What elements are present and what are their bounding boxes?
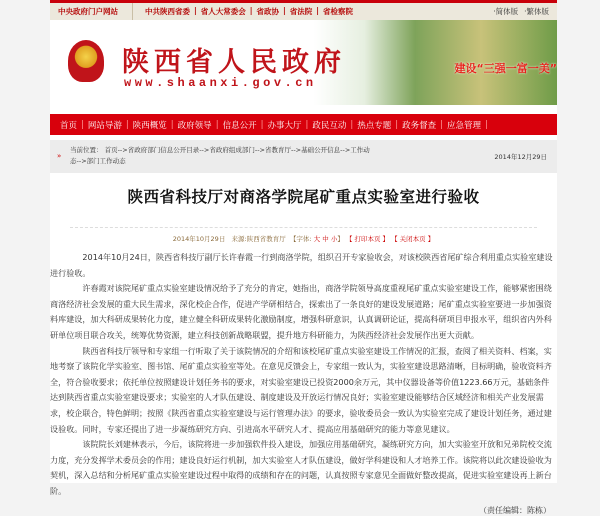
breadcrumb (50, 140, 557, 173)
font-large[interactable]: 大 (313, 235, 321, 243)
nav-info-public[interactable]: 信息公开 (222, 120, 257, 131)
nav-home[interactable]: 首页 (60, 120, 78, 131)
top-link[interactable]: 省检察院 (323, 7, 353, 16)
responsible-editor: （责任编辑：陈栋） (479, 505, 551, 515)
nav-supervision[interactable]: 政务督查 (402, 120, 437, 131)
divider (70, 227, 537, 228)
separator: | (125, 119, 129, 130)
publish-date: 2014年10月29日 (172, 235, 226, 243)
font-size-label: 【字体: (289, 235, 312, 243)
nav-topics[interactable]: 热点专题 (357, 120, 392, 131)
top-links (145, 6, 353, 17)
current-date: 2014年12月29日 (494, 153, 547, 161)
double-arrow-icon: » (57, 152, 62, 160)
slogan: 建设“三强一富一美” (454, 62, 557, 75)
separator: | (170, 119, 174, 130)
nav-interaction[interactable]: 政民互动 (312, 120, 347, 131)
close-page-button[interactable]: 【 关闭本页 】 (391, 235, 435, 243)
breadcrumb-path[interactable]: 首页-->省政府部门信息公开目录-->省政府组成部门-->省教育厅-->基础公开信息-->工作动态-->部门工作动态 (70, 146, 370, 165)
separator: | (81, 119, 84, 130)
separator: | (305, 119, 309, 130)
paragraph: 许春霞对该院尾矿重点实验室建设情况给予了充分的肯定，她指出，商洛学院领导高度重视尾矿重点实验室建设工作，能够紧密围绕商洛经济社会发展的重大民生需求，深化校企合作，促进产学研相结合，探索出了一条良好的建设发展道路；尾矿重点实验室要进一步加强资料库建设，加大科研成果转化力度，建立健全科研成果转化激励制度，增强科研意识，认真调研论证，提高科研项目申报水平，组织省内外科研单位项目联合攻关，统筹优势资源，建立科技创新战略联盟，提升地方科研能力，为陕西经济社会发展作出更大贡献。 (50, 283, 552, 340)
separator: | (249, 6, 253, 15)
nav-overview[interactable]: 陕西概览 (132, 120, 167, 131)
paragraph: 2014年10月24日，陕西省科技厅副厅长许春霞一行到商洛学院，组织召开专家验收会，对该校陕西省尾矿综合利用重点实验室建设进行验收。 (50, 252, 553, 278)
separator: | (260, 119, 264, 130)
separator: | (350, 119, 354, 130)
article-meta (50, 234, 557, 243)
simplified-link[interactable]: ·简体版 (493, 7, 519, 16)
paragraph: 陕西省科技厅领导和专家组一行听取了关于该院情况的介绍和该校尾矿重点实验室建设工作情况的汇报，查阅了相关资料、档案，实地考察了该院化学实验室、图书馆、尾矿重点实验室等处。在意见反馈会上，专家组一致认为，实验室建设思路清晰，目标明确，验收资料齐全，符合验收要求；依托单位按照建设计划任务书的要求，对实验室建设已投资2000余万元，其中仪器设备等价值1223.66万元，基础条件达到陕西省重点实验室建设要求；实验室的人才队伍建设、制度建设及开放运行情况良好；实验室建设能够结合区域经济和相关产业发展需求，校企联合，特色鲜明；按照《陕西省重点实验室建设与运行管理办法》的要求，验收委员会一致认为实验室完成了建设计划任务，通过建设验收。同时，专家还提出了进一步凝练研究方向、引进高水平研究人才、提高应用基础研究的能力等意见建议。 (50, 345, 552, 434)
paragraph: 该院院长刘建林表示，今后，该院将进一步加强软件投入建设，加强应用基础研究，凝练研究方向，加大实验室开放和兄弟院校交流力度，充分发挥学术委员会的作用；建设良好运行机制，加大实验室人才队伍建设，做好学科建设和人才培养工作。该院将以此次建设验收为契机，深入总结和分析尾矿重点实验室建设过程中取得的成绩和存在的问题，认真按照专家意见全面做好整改提高，促进实验室建设再上新台阶。 (50, 439, 552, 496)
top-link[interactable]: 中共陕西省委 (145, 7, 190, 16)
separator: | (316, 6, 319, 15)
language-switch (493, 6, 549, 17)
site-name: 陕西省人民政府 (122, 47, 346, 78)
nav-service-hall[interactable]: 办事大厅 (267, 120, 302, 131)
nav-leaders[interactable]: 政府领导 (177, 120, 212, 131)
top-link[interactable]: 省政协 (256, 7, 279, 16)
page (50, 0, 557, 515)
nav-site-guide[interactable]: 网站导游 (87, 120, 122, 131)
separator: | (215, 119, 219, 130)
site-url: www.shaanxi.gov.cn (124, 76, 317, 90)
separator: | (395, 119, 399, 130)
separator: | (194, 6, 197, 15)
nav-emergency[interactable]: 应急管理 (447, 120, 482, 131)
print-button[interactable]: 【 打印本页 】 (345, 235, 390, 243)
separator: | (283, 6, 286, 15)
national-emblem-icon (68, 40, 104, 82)
font-medium[interactable]: 中 (322, 235, 329, 243)
breadcrumb-label: 当前位置： (70, 146, 103, 154)
separator: | (440, 119, 444, 130)
font-small[interactable]: 小 (330, 235, 338, 243)
central-gov-portal-link[interactable]: 中央政府门户网站 (50, 3, 133, 20)
top-bar (50, 3, 557, 20)
article-body (50, 243, 557, 500)
top-link[interactable]: 省人大常委会 (200, 7, 246, 16)
banner (50, 20, 557, 105)
top-link[interactable]: 省法院 (289, 7, 313, 16)
font-size-close: 】 (337, 235, 344, 243)
source: 来源:陕西省教育厅 (231, 235, 286, 243)
main-nav (50, 114, 557, 135)
traditional-link[interactable]: ·繁体版 (524, 7, 549, 16)
separator: | (485, 119, 488, 130)
article-title: 陕西省科技厅对商洛学院尾矿重点实验室进行验收 (127, 188, 480, 206)
